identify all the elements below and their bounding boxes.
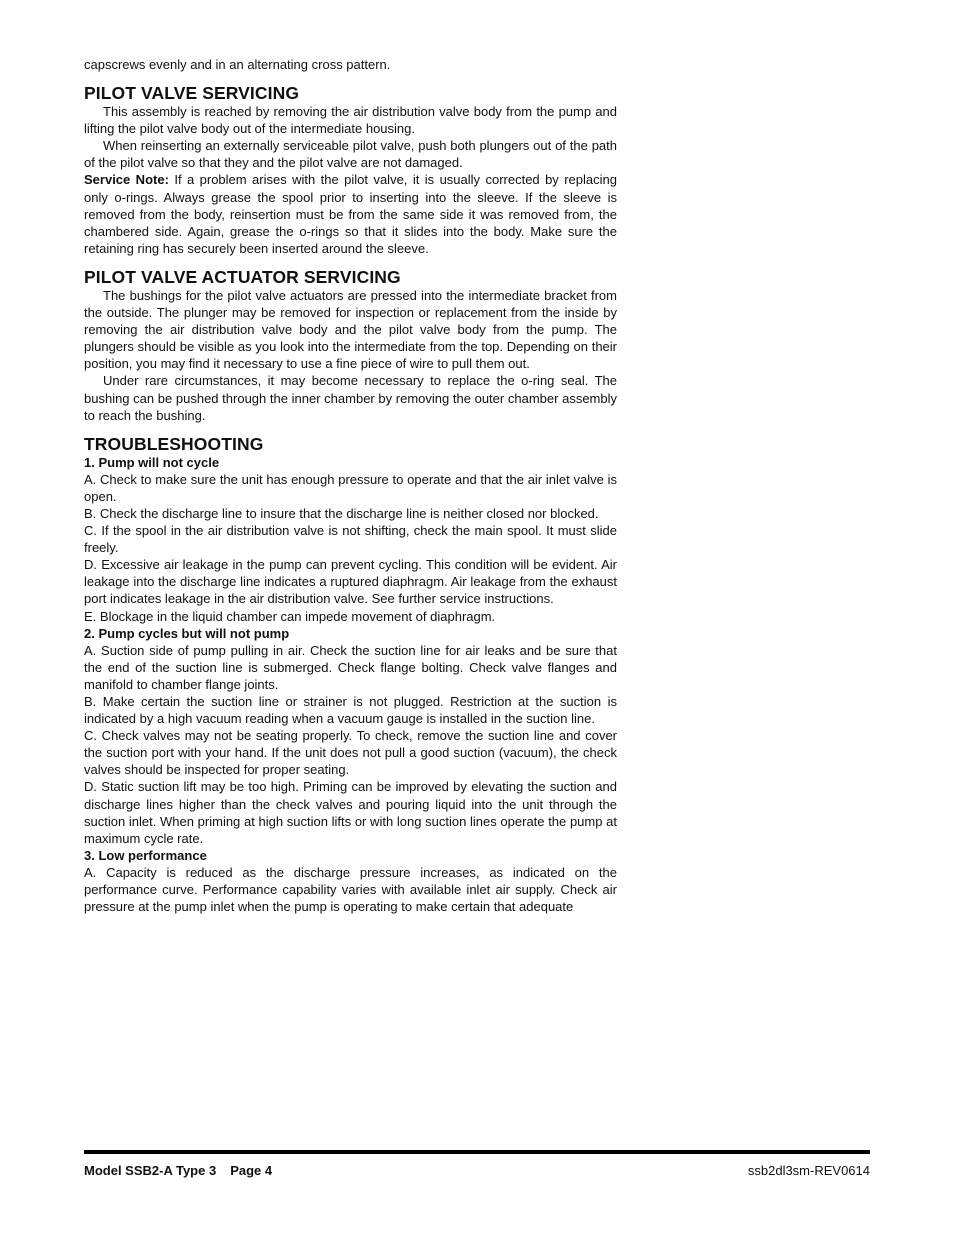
service-note-paragraph [84,171,617,256]
trouble-1-item-b: B. Check the discharge line to insure that the discharge line is neither closed nor blocked. [84,505,599,521]
footer-left [84,1162,272,1179]
trouble-2-item-c: C. Check valves may not be seating properly. To check, remove the suction line and cover the suction port with your hand. If the unit does not pull a good suction (vacuum), the check valves should be inspected for proper seating. [84,728,617,778]
intro-paragraph: capscrews evenly and in an alternating cross pattern. [84,57,391,72]
trouble-1-item-a: A. Check to make sure the unit has enough pressure to operate and that the air inlet valve is open. [84,471,617,504]
trouble-1-item-c: C. If the spool in the air distribution valve is not shifting, check the main spool. It must slide freely. [84,523,617,556]
heading-troubleshooting: TROUBLESHOOTING [84,433,264,454]
trouble-1-item-d: D. Excessive air leakage in the pump can prevent cycling. This condition will be evident. Air leakage into the discharge line indicates a ruptured diaphragm. Air leakage from the exhaust port indicates leakage in the air distribution valve. See further service instructions. [84,557,617,607]
footer-doc-code: ssb2dl3sm-REV0614 [747,1163,870,1178]
spacer [84,424,617,434]
heading-pilot-valve-servicing: PILOT VALVE SERVICING [84,83,300,104]
pilot-valve-paragraph-2: When reinserting an externally serviceable pilot valve, push both plungers out of the path of the pilot valve so that they and the pilot valve are not damaged. [84,138,617,171]
trouble-2-item-d: D. Static suction lift may be too high. Priming can be improved by elevating the suction and discharge lines higher than the check valves and pouring liquid into the unit through the suction inlet. When priming at high suction lifts or with long suction lines operate the pump at maximum cycle rate. [84,779,617,846]
trouble-2-item-b: B. Make certain the suction line or strainer is not plugged. Restriction at the suction is indicated by a high vacuum reading when a vacuum gauge is installed in the suction line. [84,694,617,727]
service-note-label: Service Note: [84,172,169,188]
spacer [84,257,617,267]
pilot-valve-paragraph-1: This assembly is reached by removing the air distribution valve body from the pump and lifting the pilot valve body out of the intermediate housing. [84,104,617,137]
footer-page-number: Page 4 [230,1163,273,1178]
actuator-paragraph-2: Under rare circumstances, it may become necessary to replace the o-ring seal. The bushing can be pushed through the inner chamber by removing the outer chamber assembly to reach the bushing. [84,373,617,423]
trouble-heading-3: 3. Low performance [84,847,207,863]
trouble-1-item-e: E. Blockage in the liquid chamber can impede movement of diaphragm. [84,608,496,624]
heading-pilot-valve-actuator-servicing: PILOT VALVE ACTUATOR SERVICING [84,266,401,287]
footer-rule [84,1150,870,1154]
main-text-column [84,56,617,915]
spacer [84,73,617,83]
trouble-heading-2: 2. Pump cycles but will not pump [84,625,290,641]
actuator-paragraph-1: The bushings for the pilot valve actuators are pressed into the intermediate bracket from the outside. The plunger may be removed for inspection or replacement from the inside by removing the air distribution valve body and the pilot valve body from the pump. The plungers should be visible as you look into the intermediate from the top. Depending on their position, you may find it necessary to use a fine piece of wire to pull them out. [84,287,617,372]
trouble-2-item-a: A. Suction side of pump pulling in air. Check the suction line for air leaks and be sure that the end of the suction line is submerged. Check flange bolting. Check valve flanges and manifold to chamber flange joints. [84,642,617,692]
trouble-3-item-a: A. Capacity is reduced as the discharge pressure increases, as indicated on the performance curve. Performance capability varies with available inlet air supply. Check air pressure at the pump inlet when the pump is operating to make certain that adequate [84,864,617,915]
footer-model: Model SSB2-A Type 3 [84,1163,217,1178]
service-note-text: If a problem arises with the pilot valve, it is usually corrected by replacing only o-rings. Always grease the spool prior to inserting into the sleeve. If the sleeve is removed from the body, reinsertion must be from the same side it was removed from, the chambered side. Again, grease the o-rings so that it slides into the body. Make sure the retaining ring has securely been inserted around the sleeve. [84,172,617,256]
trouble-heading-1: 1. Pump will not cycle [84,454,220,470]
